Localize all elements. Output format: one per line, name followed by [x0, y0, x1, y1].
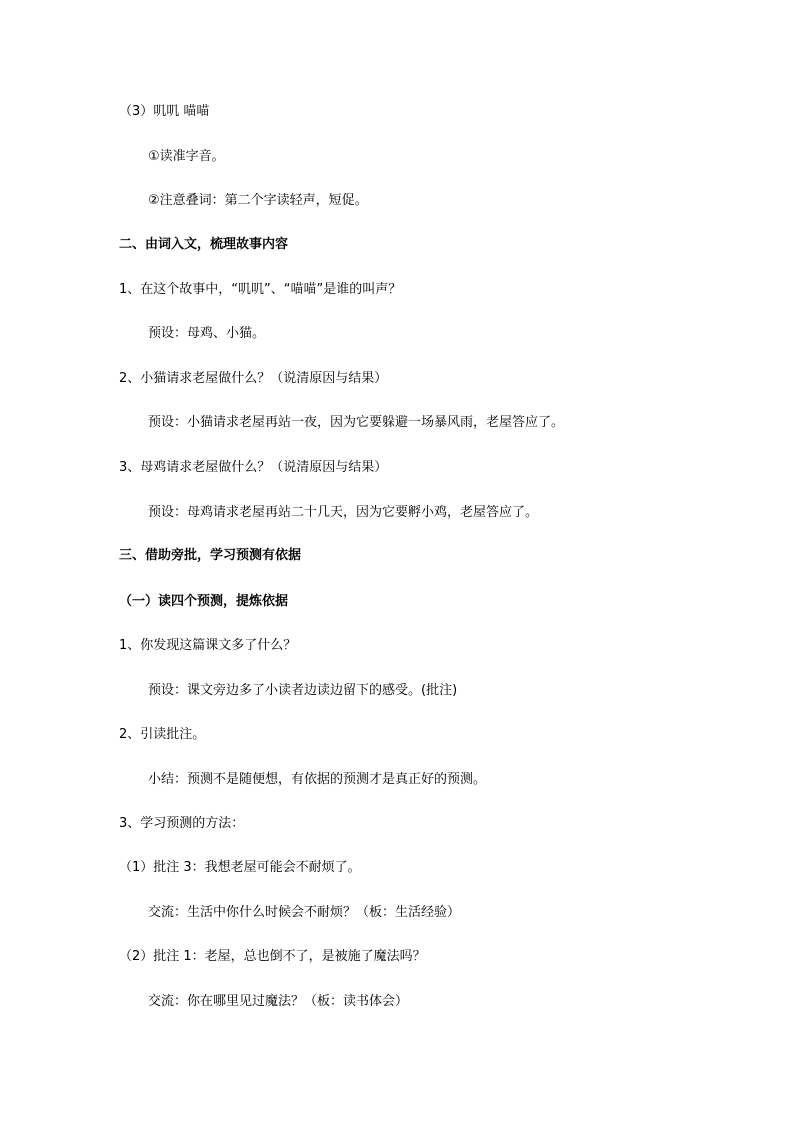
- text-line: （2）批注 1：老屋，总也倒不了，是被施了魔法吗？: [119, 949, 426, 964]
- text-line: 3、母鸡请求老屋做什么？（说清原因与结果）: [119, 460, 388, 475]
- text-line: 预设：小猫请求老屋再站一夜，因为它要躲避一场暴风雨，老屋答应了。: [148, 415, 565, 430]
- text-line: 1、你发现这篇课文多了什么？: [119, 638, 297, 653]
- text-line: 预设：母鸡请求老屋再站二十几天，因为它要孵小鸡，老屋答应了。: [148, 505, 539, 520]
- text-line: 3、学习预测的方法：: [119, 816, 245, 831]
- text-line: 2、引读批注。: [119, 727, 206, 742]
- text-line: 预设：母鸡、小猫。: [148, 326, 266, 341]
- text-line: 交流：生活中你什么时候会不耐烦？（板：生活经验）: [148, 905, 461, 920]
- text-line: ①读准字音。: [148, 149, 225, 164]
- section-heading: 二、由词入文，梳理故事内容: [119, 237, 289, 252]
- text-line: （1）批注 3：我想老屋可能会不耐烦了。: [119, 860, 361, 875]
- text-line: ②注意叠词：第二个字读轻声，短促。: [148, 193, 368, 208]
- section-heading: 三、借助旁批，学习预测有依据: [119, 548, 302, 563]
- subsection-heading: （一）读四个预测，提炼依据: [119, 594, 289, 609]
- text-line: 2、小猫请求老屋做什么？（说清原因与结果）: [119, 371, 388, 386]
- text-line: 小结：预测不是随便想，有依据的预测才是真正好的预测。: [148, 772, 487, 787]
- text-line: 预设：课文旁边多了小读者边读边留下的感受。(批注): [148, 683, 458, 698]
- text-line: （3）叽叽 喵喵: [119, 104, 210, 119]
- text-line: 交流：你在哪里见过魔法？（板：读书体会）: [148, 994, 409, 1009]
- text-line: 1、在这个故事中，“叽叽”、“喵喵”是谁的叫声？: [119, 282, 402, 297]
